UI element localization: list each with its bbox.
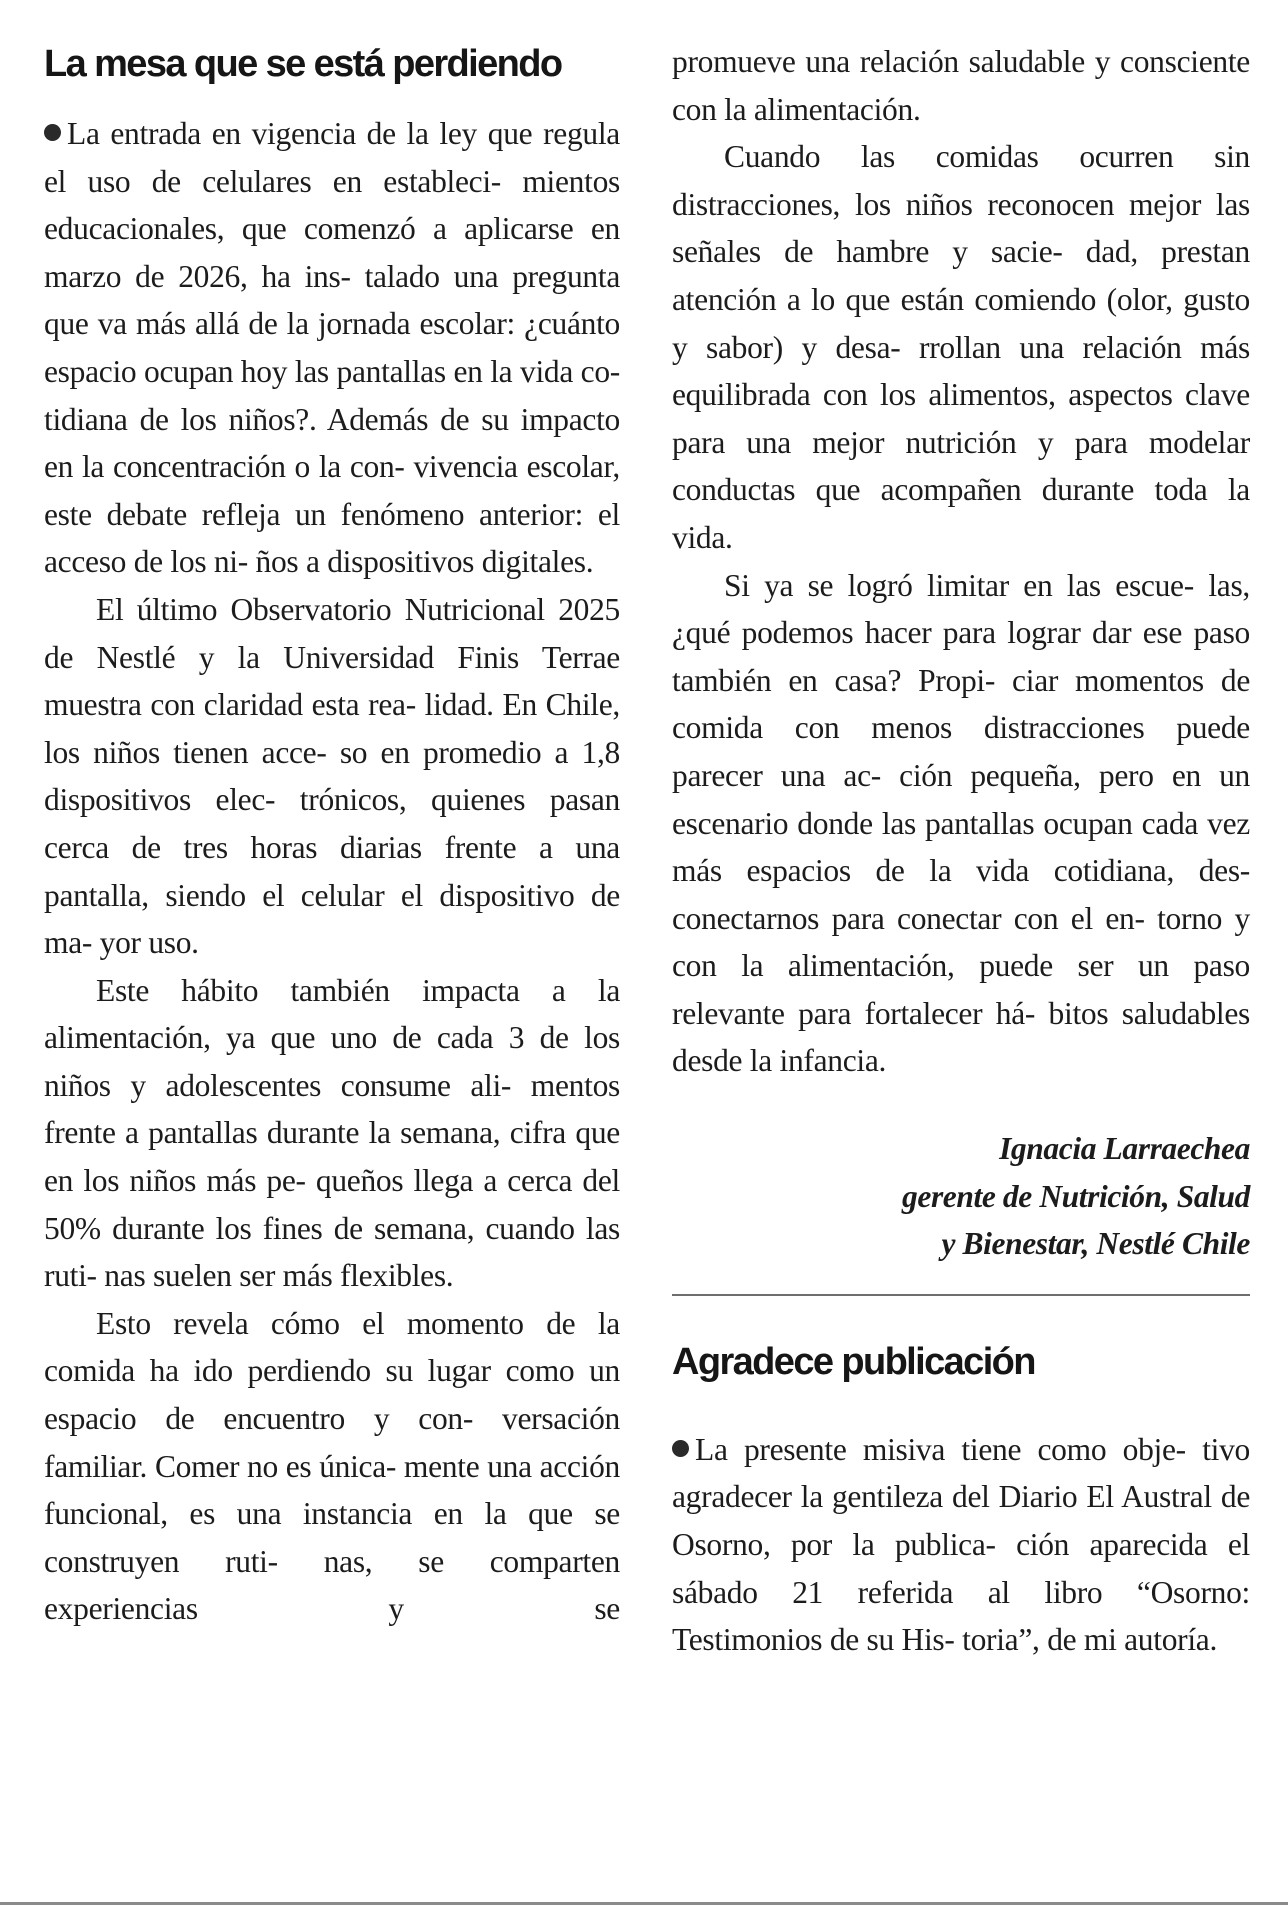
bullet-icon: [672, 1440, 689, 1457]
second-article-title: Agradece publicación: [672, 1340, 1035, 1383]
section-divider: [672, 1294, 1250, 1296]
page-bottom-rule: [0, 1902, 1288, 1905]
bullet-icon: [44, 124, 61, 141]
author-role-line-1: gerente de Nutrición, Salud: [902, 1178, 1250, 1214]
article-paragraph: Esto revela cómo el momento de la comida ha ido perdiendo su lugar como un espacio de encuentro y con- versación familiar. Comer no es única- mente una acción funcional, es una instancia en la que se construyen ruti- nas, se comparten experiencias y se: [44, 1305, 620, 1627]
article-title: La mesa que se está perdiendo: [44, 43, 562, 85]
author-name: Ignacia Larraechea: [999, 1131, 1250, 1167]
left-column: [44, 38, 620, 1633]
article-paragraph: Este hábito también impacta a la alimentación, ya que uno de cada 3 de los niños y adolescentes consume ali- mentos frente a pantallas durante la semana, cifra que en los niños más pe- queños llega a cerca del 50% durante los fines de semana, cuando las ruti- nas suelen ser más flexibles.: [44, 972, 620, 1294]
article-paragraph: Si ya se logró limitar en las escue- las, ¿qué podemos hacer para lograr dar ese paso también en casa? Propi- ciar momentos de comida con menos distracciones puede parecer una ac- ción pequeña, pero en un escenario donde las pantallas ocupan cada vez más espacios de la vida cotidiana, des- conectarnos para conectar con el en- torno y con la alimentación, puede ser un paso relevante para fortalecer há- bitos saludables desde la infancia.: [672, 567, 1250, 1079]
article-paragraph: El último Observatorio Nutricional 2025 de Nestlé y la Universidad Finis Terrae muestra con claridad esta rea- lidad. En Chile, los niños tienen acce- so en promedio a 1,8 dispositivos elec- trónicos, quienes pasan cerca de tres horas diarias frente a una pantalla, siendo el celular el dispositivo de ma- yor uso.: [44, 591, 620, 961]
author-role-line-2: y Bienestar, Nestlé Chile: [941, 1226, 1250, 1262]
article-paragraph: Cuando las comidas ocurren sin distracciones, los niños reconocen mejor las señales de hambre y sacie- dad, prestan atención a lo que están comiendo (olor, gusto y sabor) y desa- rrollan una relación más equilibrada con los alimentos, aspectos clave para una mejor nutrición y para modelar conductas que acompañen durante toda la vida.: [672, 139, 1250, 555]
author-signature: [672, 1125, 1250, 1268]
second-article-paragraph: La presente misiva tiene como obje- tivo agradecer la gentileza del Diario El Austral de Osorno, por la publica- ción aparecida el sábado 21 referida al libro “Osorno: Testimonios de su His- toria”, de mi autoría.: [672, 1431, 1250, 1658]
article-paragraph-continued: promueve una relación saludable y consciente con la alimentación.: [672, 44, 1250, 127]
article-paragraph: La entrada en vigencia de la ley que regula el uso de celulares en estableci- mientos educacionales, que comenzó a aplicarse en marzo de 2026, ha ins- talado una pregunta que va más allá de la jornada escolar: ¿cuánto espacio ocupan hoy las pantallas en la vida co- tidiana de los niños?. Además de su impacto en la concentración o la con- vivencia escolar, este debate refleja un fenómeno anterior: el acceso de los ni- ños a dispositivos digitales.: [44, 116, 620, 580]
right-column: [672, 38, 1250, 1664]
